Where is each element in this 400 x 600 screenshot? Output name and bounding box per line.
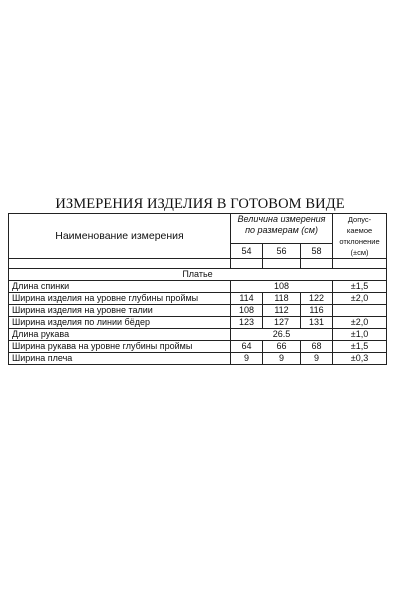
size-56: 56	[263, 244, 301, 259]
row-tolerance: ±1,5	[333, 341, 387, 353]
table-row	[9, 317, 387, 329]
spacer-row	[9, 259, 387, 269]
measurements-table	[8, 213, 387, 365]
row-value: 122	[301, 293, 333, 305]
row-name: Длина рукава	[9, 329, 231, 341]
header-size-cell	[231, 214, 333, 244]
row-name: Ширина изделия по линии бёдер	[9, 317, 231, 329]
spacer-cell	[231, 259, 263, 269]
row-value: 64	[231, 341, 263, 353]
row-value: 108	[231, 305, 263, 317]
row-value: 116	[301, 305, 333, 317]
row-name: Ширина рукава на уровне глубины проймы	[9, 341, 231, 353]
row-value: 9	[231, 353, 263, 365]
header-size-line2: по размерам (см)	[245, 225, 318, 235]
header-tolerance-line2: каемое	[346, 226, 373, 235]
row-value: 131	[301, 317, 333, 329]
row-value: 9	[263, 353, 301, 365]
spacer-cell	[9, 259, 231, 269]
size-54: 54	[231, 244, 263, 259]
row-value-merged: 108	[231, 281, 333, 293]
row-name: Ширина изделия на уровне талии	[9, 305, 231, 317]
header-tolerance-cell	[333, 214, 387, 259]
table-row	[9, 341, 387, 353]
header-tolerance-line3: отклонение	[339, 237, 380, 246]
table-row	[9, 305, 387, 317]
row-value: 118	[263, 293, 301, 305]
table-row	[9, 281, 387, 293]
row-value: 112	[263, 305, 301, 317]
row-tolerance: ±0,3	[333, 353, 387, 365]
table-row	[9, 353, 387, 365]
row-value: 114	[231, 293, 263, 305]
page-title: ИЗМЕРЕНИЯ ИЗДЕЛИЯ В ГОТОВОМ ВИДЕ	[55, 196, 345, 212]
spacer-cell	[333, 259, 387, 269]
spacer-cell	[263, 259, 301, 269]
header-name-cell: Наименование измерения	[9, 214, 231, 259]
row-value-merged: 26.5	[231, 329, 333, 341]
row-value: 66	[263, 341, 301, 353]
table-row	[9, 329, 387, 341]
row-tolerance: ±1,5	[333, 281, 387, 293]
section-row	[9, 269, 387, 281]
row-tolerance: ±1,0	[333, 329, 387, 341]
row-name: Ширина изделия на уровне глубины проймы	[9, 293, 231, 305]
row-tolerance: ±2,0	[333, 293, 387, 305]
row-name: Длина спинки	[9, 281, 231, 293]
row-value: 68	[301, 341, 333, 353]
row-name: Ширина плеча	[9, 353, 231, 365]
section-title: Платье	[9, 269, 387, 281]
size-58: 58	[301, 244, 333, 259]
header-size-line1: Величина измерения	[237, 214, 326, 224]
row-value: 9	[301, 353, 333, 365]
row-value: 123	[231, 317, 263, 329]
header-row	[9, 214, 387, 244]
header-tolerance-line1: Допус-	[347, 215, 372, 224]
row-value: 127	[263, 317, 301, 329]
row-tolerance	[333, 305, 387, 317]
table-row	[9, 293, 387, 305]
spacer-cell	[301, 259, 333, 269]
header-tolerance-line4: (±см)	[350, 248, 369, 257]
row-tolerance: ±2,0	[333, 317, 387, 329]
